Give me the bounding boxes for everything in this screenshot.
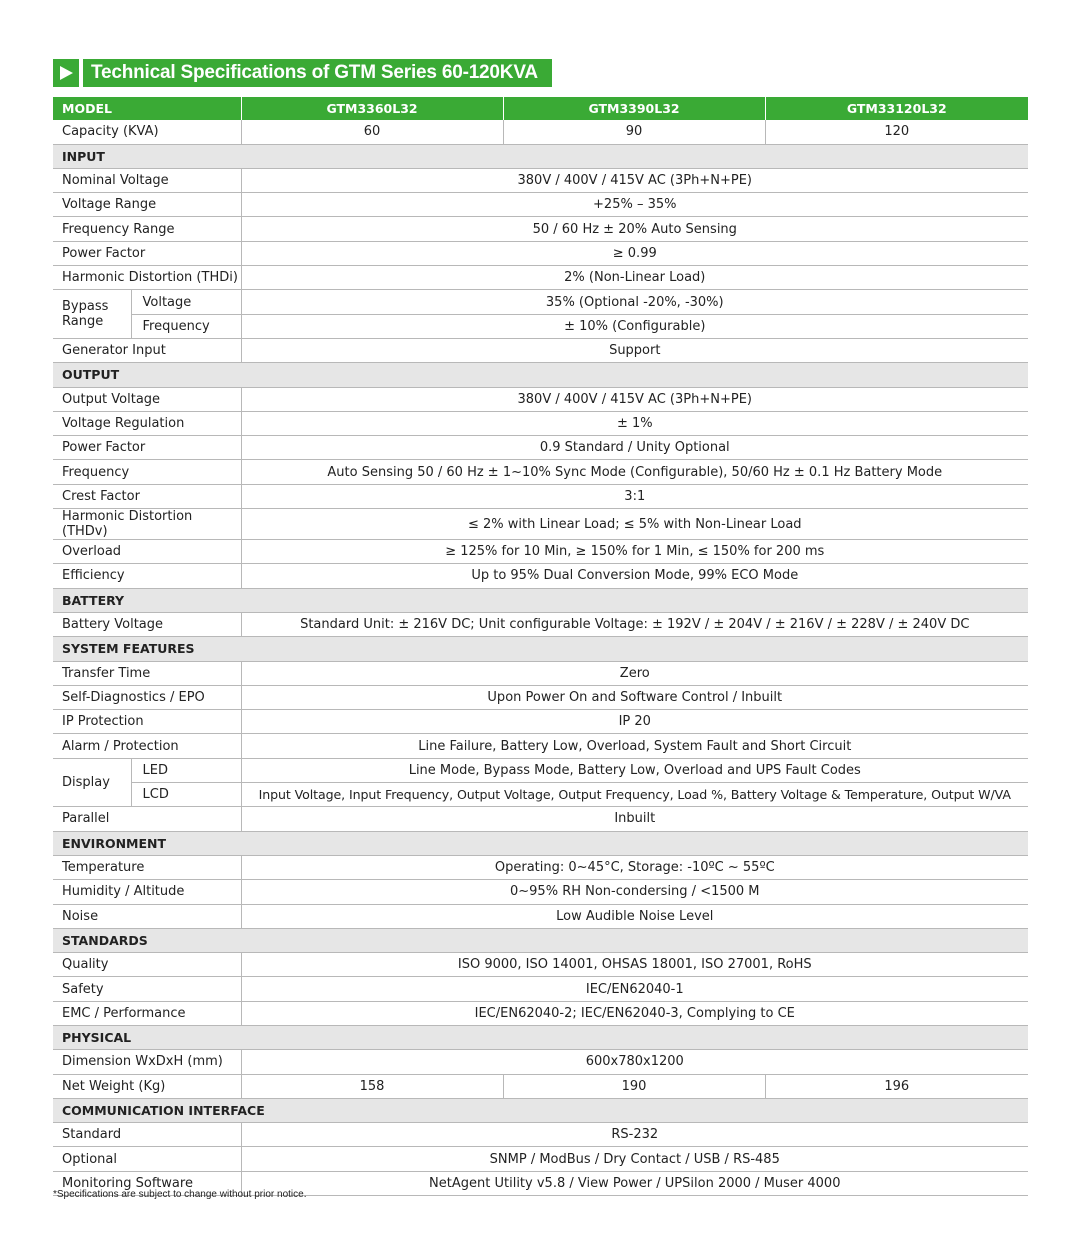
row-value: RS-232 (241, 1123, 1028, 1147)
table-row (53, 564, 1028, 588)
row-label: Dimension WxDxH (mm) (53, 1050, 241, 1074)
row-value: ≤ 2% with Linear Load; ≤ 5% with Non-Linear Load (241, 509, 1028, 540)
row-label: EMC / Performance (53, 1001, 241, 1025)
section-title-output: OUTPUT (53, 363, 1028, 387)
row-sublabel: Frequency (131, 314, 241, 338)
table-row (53, 484, 1028, 508)
bypass-label-line2: Range (62, 314, 104, 330)
model-header-3: GTM33120L32 (765, 97, 1028, 120)
row-value: 0.9 Standard / Unity Optional (241, 436, 1028, 460)
row-value: 0~95% RH Non-condersing / <1500 M (241, 880, 1028, 904)
row-value: Upon Power On and Software Control / Inbuilt (241, 685, 1028, 709)
table-row (53, 266, 1028, 290)
row-value: 196 (765, 1074, 1028, 1098)
row-label: Voltage Range (53, 193, 241, 217)
section-header-row (53, 144, 1028, 168)
row-label: Noise (53, 904, 241, 928)
table-row (53, 661, 1028, 685)
row-label: Harmonic Distortion (THDv) (53, 509, 241, 540)
table-row (53, 120, 1028, 144)
row-sublabel: LED (131, 758, 241, 782)
table-row (53, 855, 1028, 879)
row-label: Power Factor (53, 436, 241, 460)
row-value: Zero (241, 661, 1028, 685)
row-label: Safety (53, 977, 241, 1001)
table-row (53, 241, 1028, 265)
spec-table (53, 97, 1028, 1196)
row-label: Alarm / Protection (53, 734, 241, 758)
row-value: 50 / 60 Hz ± 20% Auto Sensing (241, 217, 1028, 241)
row-value: Line Mode, Bypass Mode, Battery Low, Overload and UPS Fault Codes (241, 758, 1028, 782)
table-row (53, 436, 1028, 460)
table-row (53, 540, 1028, 564)
row-label: Overload (53, 540, 241, 564)
table-row (53, 314, 1028, 338)
table-row (53, 734, 1028, 758)
table-row (53, 387, 1028, 411)
row-sublabel: LCD (131, 783, 241, 807)
table-row (53, 1147, 1028, 1171)
row-label: Power Factor (53, 241, 241, 265)
row-value: Operating: 0~45°C, Storage: -10ºC ~ 55ºC (241, 855, 1028, 879)
table-row (53, 612, 1028, 636)
bypass-label-line1: Bypass (62, 299, 109, 315)
row-label: Quality (53, 953, 241, 977)
page-title-bar (53, 59, 552, 87)
row-value: Inbuilt (241, 807, 1028, 831)
row-value: Low Audible Noise Level (241, 904, 1028, 928)
row-value: Line Failure, Battery Low, Overload, System Fault and Short Circuit (241, 734, 1028, 758)
section-title-battery: BATTERY (53, 588, 1028, 612)
section-title-standards: STANDARDS (53, 928, 1028, 952)
row-value: Auto Sensing 50 / 60 Hz ± 1~10% Sync Mode (Configurable), 50/60 Hz ± 0.1 Hz Battery Mode (241, 460, 1028, 484)
section-header-row (53, 1098, 1028, 1122)
table-row (53, 977, 1028, 1001)
row-value: Up to 95% Dual Conversion Mode, 99% ECO Mode (241, 564, 1028, 588)
table-row (53, 193, 1028, 217)
row-value: SNMP / ModBus / Dry Contact / USB / RS-485 (241, 1147, 1028, 1171)
row-value: 3:1 (241, 484, 1028, 508)
row-label: Optional (53, 1147, 241, 1171)
section-header-row (53, 637, 1028, 661)
row-value: Support (241, 338, 1028, 362)
section-header-row (53, 928, 1028, 952)
section-header-row (53, 1025, 1028, 1049)
row-label: Crest Factor (53, 484, 241, 508)
row-label: Parallel (53, 807, 241, 831)
row-value: 60 (241, 120, 503, 144)
display-label: Display (53, 758, 131, 807)
model-header-1: GTM3360L32 (241, 97, 503, 120)
footnote: *Specifications are subject to change without prior notice. (53, 1189, 307, 1200)
page-title: Technical Specifications of GTM Series 60-120KVA (83, 59, 552, 87)
row-value: ≥ 125% for 10 Min, ≥ 150% for 1 Min, ≤ 150% for 200 ms (241, 540, 1028, 564)
table-row (53, 1123, 1028, 1147)
row-value: 120 (765, 120, 1028, 144)
row-value: 35% (Optional -20%, -30%) (241, 290, 1028, 314)
row-value: 380V / 400V / 415V AC (3Ph+N+PE) (241, 168, 1028, 192)
row-value: IEC/EN62040-2; IEC/EN62040-3, Complying to CE (241, 1001, 1028, 1025)
row-label: Nominal Voltage (53, 168, 241, 192)
section-header-row (53, 363, 1028, 387)
table-row (53, 1001, 1028, 1025)
table-row (53, 509, 1028, 540)
section-title-input: INPUT (53, 144, 1028, 168)
table-row (53, 710, 1028, 734)
section-title-communication: COMMUNICATION INTERFACE (53, 1098, 1028, 1122)
table-row (53, 168, 1028, 192)
row-label: IP Protection (53, 710, 241, 734)
model-header-2: GTM3390L32 (503, 97, 765, 120)
row-label: Net Weight (Kg) (53, 1074, 241, 1098)
row-label: Output Voltage (53, 387, 241, 411)
row-label: Frequency (53, 460, 241, 484)
table-row (53, 685, 1028, 709)
section-header-row (53, 831, 1028, 855)
table-row (53, 1074, 1028, 1098)
model-header-label: MODEL (53, 97, 241, 120)
table-row (53, 953, 1028, 977)
row-value: 2% (Non-Linear Load) (241, 266, 1028, 290)
row-label: Frequency Range (53, 217, 241, 241)
row-label: Standard (53, 1123, 241, 1147)
table-row (53, 783, 1028, 807)
play-arrow-icon (53, 59, 79, 87)
row-value: ± 10% (Configurable) (241, 314, 1028, 338)
row-label: Voltage Regulation (53, 411, 241, 435)
row-label: Generator Input (53, 338, 241, 362)
bypass-range-label (53, 290, 131, 339)
row-value: ≥ 0.99 (241, 241, 1028, 265)
row-value: Input Voltage, Input Frequency, Output Voltage, Output Frequency, Load %, Battery Voltage & Temperature, Output W/VA (241, 783, 1028, 807)
row-value: 380V / 400V / 415V AC (3Ph+N+PE) (241, 387, 1028, 411)
table-row (53, 880, 1028, 904)
row-value: 600x780x1200 (241, 1050, 1028, 1074)
model-header-row (53, 97, 1028, 120)
row-label: Humidity / Altitude (53, 880, 241, 904)
row-value: NetAgent Utility v5.8 / View Power / UPSilon 2000 / Muser 4000 (241, 1171, 1028, 1195)
table-row (53, 904, 1028, 928)
section-title-physical: PHYSICAL (53, 1025, 1028, 1049)
row-label: Transfer Time (53, 661, 241, 685)
row-label: Monitoring Software (53, 1171, 241, 1195)
row-value: 90 (503, 120, 765, 144)
table-row (53, 338, 1028, 362)
row-value: ± 1% (241, 411, 1028, 435)
row-value: IP 20 (241, 710, 1028, 734)
row-value: 158 (241, 1074, 503, 1098)
row-value: ISO 9000, ISO 14001, OHSAS 18001, ISO 27001, RoHS (241, 953, 1028, 977)
row-sublabel: Voltage (131, 290, 241, 314)
row-value: 190 (503, 1074, 765, 1098)
table-row (53, 1050, 1028, 1074)
row-label: Temperature (53, 855, 241, 879)
row-label: Efficiency (53, 564, 241, 588)
table-row (53, 460, 1028, 484)
section-title-system: SYSTEM FEATURES (53, 637, 1028, 661)
section-title-environment: ENVIRONMENT (53, 831, 1028, 855)
table-row (53, 758, 1028, 782)
row-label: Harmonic Distortion (THDi) (53, 266, 241, 290)
row-value: +25% – 35% (241, 193, 1028, 217)
row-value: IEC/EN62040-1 (241, 977, 1028, 1001)
table-row (53, 807, 1028, 831)
table-row (53, 217, 1028, 241)
row-value: Standard Unit: ± 216V DC; Unit configurable Voltage: ± 192V / ± 204V / ± 216V / ± 228V / ± 240V DC (241, 612, 1028, 636)
table-row (53, 411, 1028, 435)
table-row (53, 290, 1028, 314)
row-label: Battery Voltage (53, 612, 241, 636)
row-label: Self-Diagnostics / EPO (53, 685, 241, 709)
row-label: Capacity (KVA) (53, 120, 241, 144)
section-header-row (53, 588, 1028, 612)
